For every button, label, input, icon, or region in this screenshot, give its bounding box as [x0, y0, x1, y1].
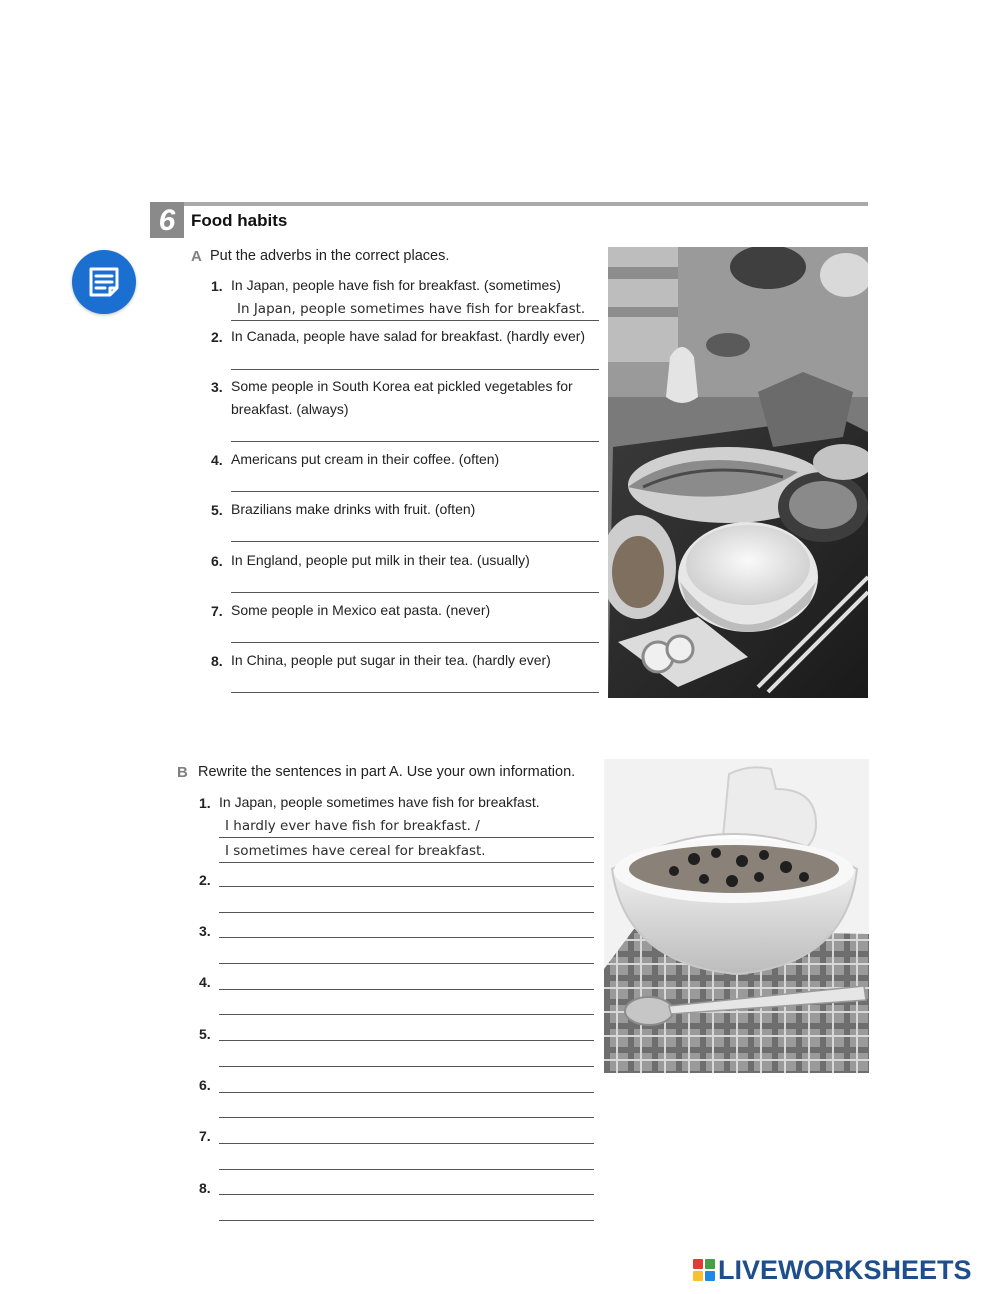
part-a-item-number: 7.: [211, 603, 223, 619]
part-b-answer-line[interactable]: [219, 915, 594, 938]
part-b-answer-line[interactable]: [219, 1070, 594, 1093]
section-title: Food habits: [191, 211, 288, 230]
part-b-answer-line[interactable]: [219, 1018, 594, 1041]
logo-text: LIVEWORKSHEETS: [718, 1254, 972, 1285]
part-b-instruction: Rewrite the sentences in part A. Use your own information.: [198, 764, 576, 780]
part-b-answer-line[interactable]: [219, 1198, 594, 1221]
part-b-item-number: 1.: [199, 795, 211, 811]
part-b-answer-input[interactable]: [219, 1121, 594, 1143]
part-b-item-number: 3.: [199, 923, 211, 939]
logo-square: [705, 1259, 715, 1269]
part-a-answer-line[interactable]: [231, 469, 599, 492]
part-a-question: In England, people put milk in their tea. (usually): [231, 552, 530, 568]
part-a-letter: A: [191, 248, 202, 265]
part-b-item-number: 8.: [199, 1180, 211, 1196]
part-a-answer-input[interactable]: [231, 347, 599, 369]
part-b-answer-line[interactable]: [219, 1095, 594, 1118]
liveworksheets-logo: [693, 1256, 972, 1284]
part-b-answer-line[interactable]: [219, 967, 594, 990]
part-b-answer-line[interactable]: [219, 941, 594, 964]
part-a-item-number: 2.: [211, 329, 223, 345]
part-a-item-number: 5.: [211, 502, 223, 518]
part-b-answer-input[interactable]: [219, 1095, 594, 1117]
part-b-answer-input[interactable]: [219, 967, 594, 989]
part-b-example-sentence: In Japan, people sometimes have fish for breakfast.: [219, 794, 540, 810]
part-a-instruction: Put the adverbs in the correct places.: [210, 248, 450, 264]
part-a-question: Some people in South Korea eat pickled vegetables for: [231, 378, 573, 394]
part-b-answer-line[interactable]: [219, 815, 594, 838]
part-b-answer-input[interactable]: [219, 890, 594, 912]
part-b-answer-input[interactable]: [219, 992, 594, 1014]
part-b-answer-input[interactable]: [219, 840, 594, 862]
part-a-question: In Canada, people have salad for breakfast. (hardly ever): [231, 328, 586, 344]
notes-button[interactable]: [72, 250, 136, 314]
section-header-rule: [150, 202, 868, 206]
part-a-item-number: 8.: [211, 653, 223, 669]
part-a-answer-input[interactable]: [231, 570, 599, 592]
part-a-question: Some people in Mexico eat pasta. (never): [231, 602, 491, 618]
part-b-answer-input[interactable]: [219, 915, 594, 937]
part-b-answer-line[interactable]: [219, 840, 594, 863]
part-a-answer-input[interactable]: [231, 670, 599, 692]
part-b-answer-input[interactable]: [219, 1070, 594, 1092]
part-a-question: Brazilians make drinks with fruit. (often): [231, 501, 476, 517]
part-b-answer-input[interactable]: [219, 1147, 594, 1169]
part-a-answer-input[interactable]: [231, 298, 599, 320]
logo-square: [705, 1271, 715, 1281]
part-a-answer-line[interactable]: [231, 419, 599, 442]
part-b-answer-input[interactable]: [219, 815, 594, 837]
part-a-question: In Japan, people have fish for breakfast. (sometimes): [231, 277, 561, 293]
part-a-item-number: 4.: [211, 452, 223, 468]
japanese-breakfast-photo: [608, 247, 868, 698]
part-a-answer-line[interactable]: [231, 519, 599, 542]
logo-square: [693, 1271, 703, 1281]
logo-square: [693, 1259, 703, 1269]
part-b-answer-input[interactable]: [219, 1018, 594, 1040]
part-b-letter: B: [177, 764, 188, 781]
part-a-answer-line[interactable]: [231, 570, 599, 593]
part-b-answer-input[interactable]: [219, 1198, 594, 1220]
notes-icon: [86, 264, 122, 300]
part-b-answer-line[interactable]: [219, 864, 594, 887]
section-number: 6: [150, 202, 184, 238]
part-b-item-number: 5.: [199, 1026, 211, 1042]
part-b-answer-line[interactable]: [219, 1044, 594, 1067]
part-b-item-number: 4.: [199, 974, 211, 990]
cereal-bowl-photo: [604, 759, 869, 1073]
part-a-item-number: 3.: [211, 379, 223, 395]
part-a-item-number: 6.: [211, 553, 223, 569]
part-a-answer-input[interactable]: [231, 519, 599, 541]
part-a-answer-line[interactable]: [231, 670, 599, 693]
part-b-answer-input[interactable]: [219, 941, 594, 963]
logo-mark-icon: [693, 1259, 715, 1281]
part-a-question: In China, people put sugar in their tea. (hardly ever): [231, 652, 551, 668]
part-b-answer-input[interactable]: [219, 1044, 594, 1066]
part-b-item-number: 6.: [199, 1077, 211, 1093]
part-b-answer-line[interactable]: [219, 1172, 594, 1195]
part-a-question: Americans put cream in their coffee. (often): [231, 451, 500, 467]
part-a-answer-line[interactable]: [231, 347, 599, 370]
part-a-answer-line[interactable]: [231, 620, 599, 643]
part-b-answer-line[interactable]: [219, 1147, 594, 1170]
part-b-answer-input[interactable]: [219, 1172, 594, 1194]
part-a-answer-line[interactable]: [231, 298, 599, 321]
part-b-answer-line[interactable]: [219, 890, 594, 913]
part-a-question-continued: breakfast. (always): [231, 401, 349, 417]
part-b-answer-line[interactable]: [219, 992, 594, 1015]
part-b-item-number: 2.: [199, 872, 211, 888]
part-b-answer-line[interactable]: [219, 1121, 594, 1144]
part-a-item-number: 1.: [211, 278, 223, 294]
part-a-answer-input[interactable]: [231, 469, 599, 491]
part-a-answer-input[interactable]: [231, 620, 599, 642]
part-a-answer-input[interactable]: [231, 419, 599, 441]
part-b-answer-input[interactable]: [219, 864, 594, 886]
part-b-item-number: 7.: [199, 1128, 211, 1144]
